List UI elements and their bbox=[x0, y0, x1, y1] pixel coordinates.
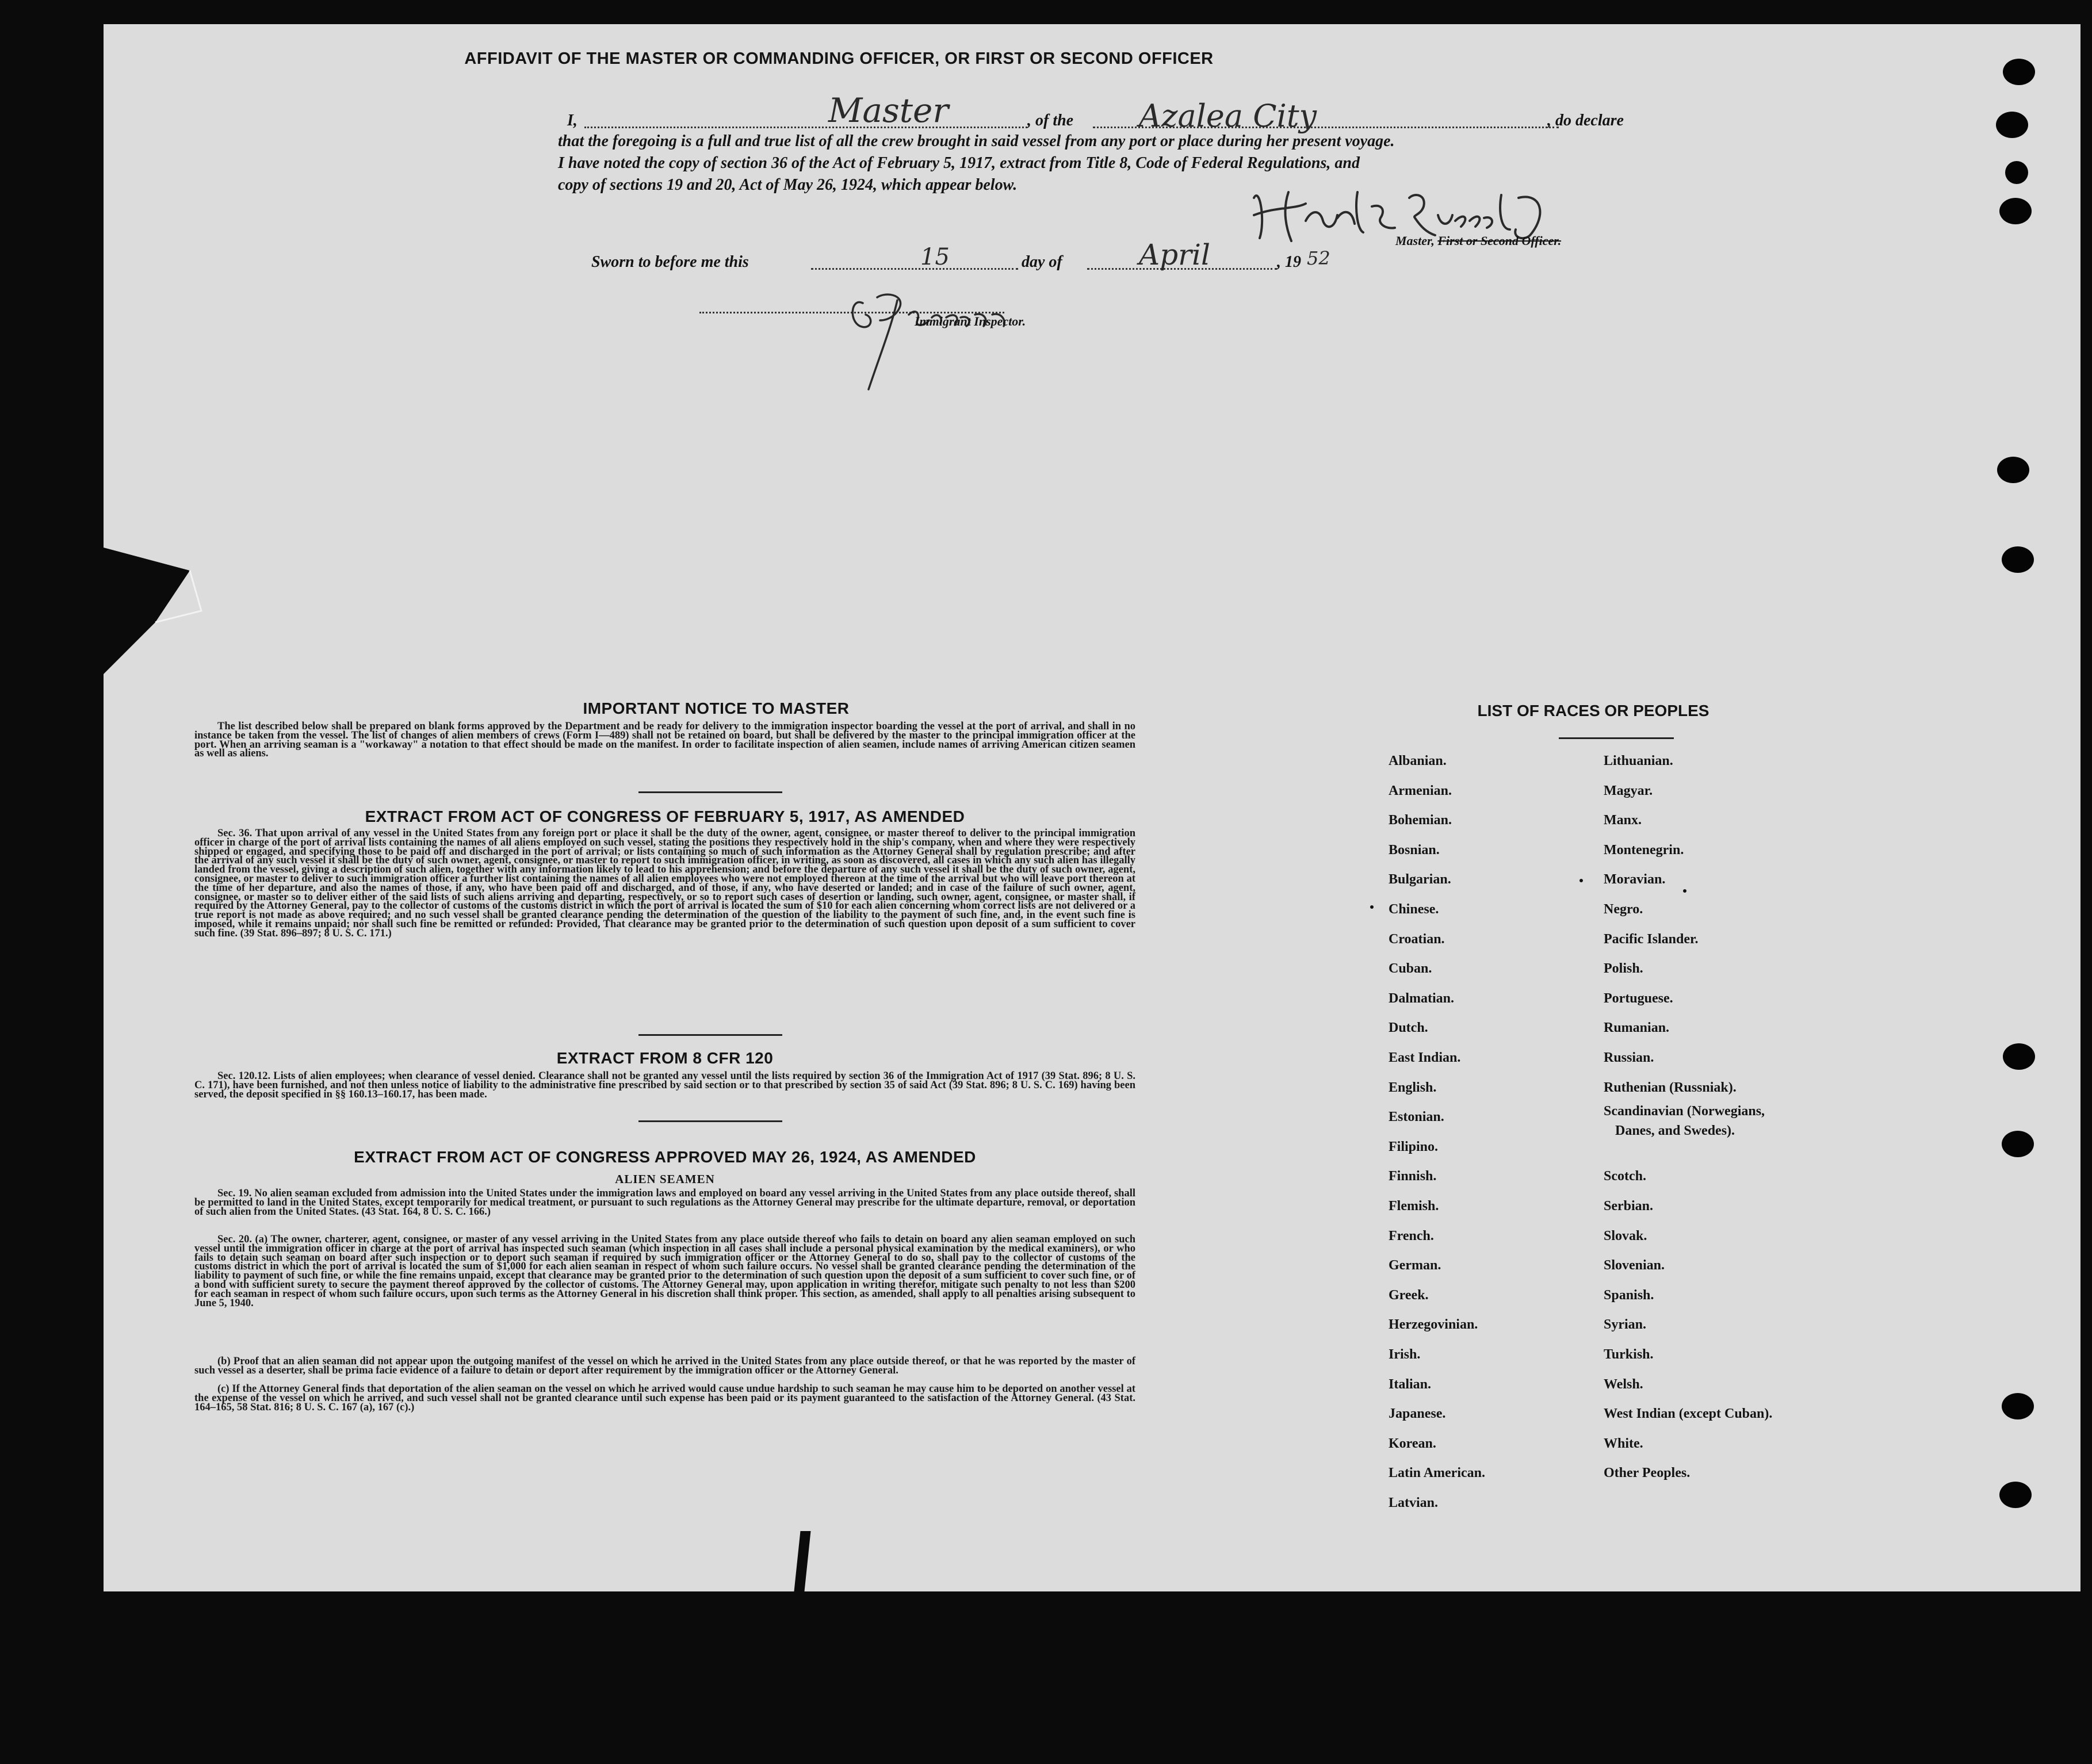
race-item: Scotch. bbox=[1604, 1169, 1646, 1184]
races-heading: LIST OF RACES OR PEOPLES bbox=[1477, 702, 1709, 720]
race-item: Herzegovinian. bbox=[1389, 1317, 1478, 1333]
race-item: Bohemian. bbox=[1389, 813, 1452, 828]
binder-hole bbox=[1999, 198, 2032, 224]
race-item: Japanese. bbox=[1389, 1406, 1446, 1422]
race-item: English. bbox=[1389, 1080, 1437, 1095]
inspector-caption: Immigrant Inspector. bbox=[915, 314, 1026, 328]
statement-line-3: copy of sections 19 and 20, Act of May 26, 1924, which appear below. bbox=[558, 176, 1018, 194]
race-item: German. bbox=[1389, 1258, 1441, 1273]
race-item: Polish. bbox=[1604, 961, 1643, 977]
binder-hole bbox=[2002, 1131, 2034, 1157]
race-item: Spanish. bbox=[1604, 1287, 1654, 1303]
statement-line-1: that the foregoing is a full and true list of all the crew brought in said vessel from any port or place during her present voyage. bbox=[558, 132, 1395, 150]
race-item: Dalmatian. bbox=[1389, 990, 1454, 1006]
extract-1924-sec20b: (b) Proof that an alien seaman did not appear upon the outgoing manifest of the vessel on which he arrived in the United States from any place outside thereof, or that he was reported by the master of such vessel as a deserter, shall be prima facie evidence of a failure to detain or deport after requirement by the immigration officer or the Attorney General. bbox=[194, 1356, 1135, 1376]
day-of-label: day of bbox=[1022, 253, 1062, 271]
race-item: Dutch. bbox=[1389, 1020, 1428, 1036]
vessel-handwritten: Azalea City bbox=[1139, 98, 1317, 134]
master-caption bbox=[1395, 234, 1561, 248]
race-item: Filipino. bbox=[1389, 1139, 1439, 1154]
race-item: Slovenian. bbox=[1604, 1258, 1665, 1273]
extract-cfr-heading: EXTRACT FROM 8 CFR 120 bbox=[556, 1049, 774, 1067]
affidavit-title: AFFIDAVIT OF THE MASTER OR COMMANDING OFFICER, OR FIRST OR SECOND OFFICER bbox=[464, 49, 1214, 68]
race-item: Cuban. bbox=[1389, 961, 1432, 977]
race-item: Scandinavian (Norwegians, bbox=[1604, 1104, 1765, 1119]
binder-hole bbox=[1999, 1482, 2032, 1508]
race-item: Flemish. bbox=[1389, 1199, 1439, 1214]
race-item: Slovak. bbox=[1604, 1228, 1647, 1243]
torn-edge bbox=[104, 542, 230, 680]
binder-hole bbox=[2003, 1043, 2035, 1070]
race-item: Italian. bbox=[1389, 1376, 1432, 1392]
race-item: Bosnian. bbox=[1389, 842, 1440, 858]
race-item: West Indian (except Cuban). bbox=[1604, 1406, 1773, 1422]
race-item: Russian. bbox=[1604, 1050, 1654, 1065]
stray-mark bbox=[1579, 879, 1583, 882]
binder-hole bbox=[2003, 59, 2035, 85]
extract-1917-text: Sec. 36. That upon arrival of any vessel in the United States from any foreign port or place it shall be the duty of the owner, agent, consignee, or master thereof to deliver to the principal immigration officer in charge of the port of arrival lists containing the names of all aliens employed on such vessel, stating the positions they respectively hold in the ship's company, when and where they were respectively shipped or engaged, and specifying those to be paid off and discharged in the port of arrival; or lists containing so much of such information as the Attorney General shall by regulation prescribe; and after the arrival of any such vessel it shall be the duty of such owner, agent, consignee, or master to report to such immigration officer, in writing, as soon as discovered, all cases in which any such alien has illegally landed from the vessel, giving a description of such alien, together with any information likely to lead to his apprehension; and before the departure of any such vessel it shall be the duty of such owner, agent, consignee, or master to deliver to such immigration officer a further list containing the names of all alien employees who were not employed thereon at the time of the arrival but who will leave port thereon at the time of her departure, and also the names of those, if any, who have been paid off and discharged, and of those, if any, who have deserted or landed; and in case of the failure of such owner, agent, consignee, or master so to deliver either of the said lists of such aliens arriving and departing, respectively, or so to report such cases of desertion or landing, such owner, agent, consignee, or master shall, if required by the Attorney General, pay to the collector of customs of the customs district in which the port of arrival is located the sum of $10 for each alien concerning whom correct lists are not delivered or a true report is not made as above required; and no such vessel shall be granted clearance pending the determination of the question of the liability to the payment of such fine, and, in the event such fine is imposed, while it remains unpaid; nor shall such fine be remitted or refunded: Provided, That clearance may be granted prior to the determination of such question upon deposit of a sum sufficient to cover such fine. (39 Stat. 896–897; 8 U. S. C. 171.) bbox=[194, 828, 1135, 939]
extract-1924-sec19: Sec. 19. No alien seaman excluded from admission into the United States under the immigration laws and employed on board any vessel arriving in the United States from any place outside thereof, shall be permitted to land in the United States, except temporarily for medical treatment, or pursuant to such regulations as the Attorney General may prescribe for the ultimate departure, removal, or deportation of such alien from the United States. (43 Stat. 164, 8 U. S. C. 166.) bbox=[194, 1188, 1135, 1218]
notice-heading: IMPORTANT NOTICE TO MASTER bbox=[583, 699, 850, 717]
statement-line-2: I have noted the copy of section 36 of the Act of February 5, 1917, extract from Title 8, Code of Federal Regulations, and bbox=[558, 154, 1360, 172]
race-item: Magyar. bbox=[1604, 783, 1653, 798]
binder-hole bbox=[2005, 161, 2028, 184]
race-item: White. bbox=[1604, 1436, 1643, 1451]
race-item: Bulgarian. bbox=[1389, 872, 1451, 887]
race-item: Turkish. bbox=[1604, 1347, 1654, 1362]
extract-cfr-text: Sec. 120.12. Lists of alien employees; when clearance of vessel denied. Clearance shall not be granted any vessel until the lists required by section 36 of the Immigration Act of 1917 (39 Stat. 896; 8 U. S. C. 171), have been furnished, and not then unless notice of liability to the administrative fine prescribed by said section or to that prescribed by section 35 of said Act (39 Stat. 896; 8 U. S. C. 169) having been served, the deposit specified in §§ 160.13–160.17, has been made. bbox=[194, 1070, 1135, 1100]
race-item: Manx. bbox=[1604, 813, 1642, 828]
alien-seamen-subheading: ALIEN SEAMEN bbox=[615, 1172, 715, 1186]
race-item: Estonian. bbox=[1389, 1109, 1444, 1125]
race-item: Welsh. bbox=[1604, 1376, 1643, 1392]
race-item: Rumanian. bbox=[1604, 1020, 1670, 1036]
sworn-month-handwritten: April bbox=[1139, 238, 1210, 271]
extract-1924-heading: EXTRACT FROM ACT OF CONGRESS APPROVED MAY 26, 1924, AS AMENDED bbox=[354, 1148, 976, 1166]
stray-mark bbox=[1370, 905, 1374, 909]
race-item: Danes, and Swedes). bbox=[1615, 1123, 1735, 1139]
race-item: Chinese. bbox=[1389, 902, 1439, 917]
binder-hole bbox=[2002, 1393, 2034, 1419]
race-item: Ruthenian (Russniak). bbox=[1604, 1080, 1737, 1095]
race-item: Albanian. bbox=[1389, 753, 1447, 768]
race-item: Serbian. bbox=[1604, 1199, 1654, 1214]
race-item: Negro. bbox=[1604, 902, 1643, 917]
race-item: Other Peoples. bbox=[1604, 1465, 1691, 1481]
master-caption-struck: First or Second Officer. bbox=[1437, 234, 1562, 248]
extract-1924-sec20a: Sec. 20. (a) The owner, charterer, agent, consignee, or master of any vessel arriving in the United States from any place outside thereof who fails to detain on board any alien seaman employed on such vessel until the immigration officer in charge at the port of arrival has inspected such seaman (which inspection in all cases shall include a personal physical examination by the medical examiners), or who fails to detain such seaman on board after such inspection or to deport such seaman if required by such immigration officer or the Attorney General to do so, shall pay to the collector of customs of the customs district in which the port of arrival is located the sum of $1,000 for each alien seaman in respect of whom such failure occurs. No vessel shall be granted clearance pending the determination of the liability to payment of such fine, or while the fine remains unpaid, except that clearance may be granted prior to the determination of such question upon the deposit of a sum sufficient to cover such fine, or of a bond with sufficient surety to secure the payment thereof approved by the collector of customs. The Attorney General may, upon application in writing therefor, mitigate such penalty to not less than $200 for each seaman in respect of whom such failure occurs, upon such terms as the Attorney General in his discretion shall think proper. This section, as amended, shall apply to all penalties arising subsequent to June 5, 1940. bbox=[194, 1234, 1135, 1309]
do-declare-label: , do declare bbox=[1547, 112, 1624, 129]
stray-mark bbox=[1683, 889, 1686, 893]
divider-2 bbox=[638, 1034, 782, 1036]
sworn-label: Sworn to before me this bbox=[591, 253, 749, 271]
of-the-label: , of the bbox=[1027, 112, 1074, 129]
extract-1917-heading: EXTRACT FROM ACT OF CONGRESS OF FEBRUARY 5, 1917, AS AMENDED bbox=[365, 808, 965, 825]
divider-1 bbox=[638, 791, 782, 793]
document-page bbox=[104, 24, 2080, 1591]
race-item: Finnish. bbox=[1389, 1169, 1437, 1184]
race-item: Greek. bbox=[1389, 1287, 1429, 1303]
binder-hole bbox=[1997, 457, 2029, 483]
divider-3 bbox=[638, 1120, 782, 1122]
race-item: Irish. bbox=[1389, 1347, 1421, 1362]
race-item: Moravian. bbox=[1604, 872, 1666, 887]
sworn-day-line bbox=[811, 268, 1018, 270]
sworn-day-handwritten: 15 bbox=[920, 244, 950, 270]
inspector-signature bbox=[846, 286, 1030, 401]
master-caption-label: Master, bbox=[1395, 234, 1435, 248]
extract-1924-sec20c: (c) If the Attorney General finds that deportation of the alien seaman on the vessel on which he arrived would cause undue hardship to such seaman he may cause him to be deported on another vessel at the expense of the vessel on which he arrived, and such vessel shall not be granted clearance until such expense has been paid or its payment guaranteed to the satisfaction of the Attorney General. (43 Stat. 164–165, 58 Stat. 816; 8 U. S. C. 167 (a), 167 (c).) bbox=[194, 1383, 1135, 1413]
officer-dotted-line bbox=[584, 127, 1027, 128]
race-item: Lithuanian. bbox=[1604, 753, 1673, 768]
race-item: Pacific Islander. bbox=[1604, 931, 1699, 947]
race-item: French. bbox=[1389, 1228, 1434, 1243]
race-item: East Indian. bbox=[1389, 1050, 1461, 1065]
race-item: Croatian. bbox=[1389, 931, 1445, 947]
binder-hole bbox=[1996, 112, 2028, 138]
race-item: Korean. bbox=[1389, 1436, 1436, 1451]
bottom-tear bbox=[794, 1531, 810, 1591]
year-prefix: , 19 bbox=[1277, 253, 1301, 271]
race-item: Syrian. bbox=[1604, 1317, 1647, 1333]
race-item: Latvian. bbox=[1389, 1495, 1439, 1510]
race-item: Armenian. bbox=[1389, 783, 1452, 798]
notice-text: The list described below shall be prepared on blank forms approved by the Department and be ready for delivery to the immigration inspector boarding the vessel at the port of arrival, and shall in no instance be taken from the vessel. The list of changes of alien members of crews (Form I—489) shall not be retained on board, but shall be delivered by the master to the principal immigration officer at the port. When an arriving seaman is a "workaway" a notation to that effect should be made on the manifest. In order to facilitate inspection of alien seamen, include names of arriving American citizen seamen as well as aliens. bbox=[194, 721, 1135, 760]
officer-handwritten: Master bbox=[828, 91, 949, 130]
race-item: Portuguese. bbox=[1604, 990, 1673, 1006]
race-item: Latin American. bbox=[1389, 1465, 1485, 1481]
binder-hole bbox=[2002, 546, 2034, 573]
races-divider bbox=[1559, 737, 1674, 739]
year-handwritten: 52 bbox=[1307, 247, 1330, 269]
race-item: Montenegrin. bbox=[1604, 842, 1684, 858]
i-label: I, bbox=[567, 112, 578, 129]
